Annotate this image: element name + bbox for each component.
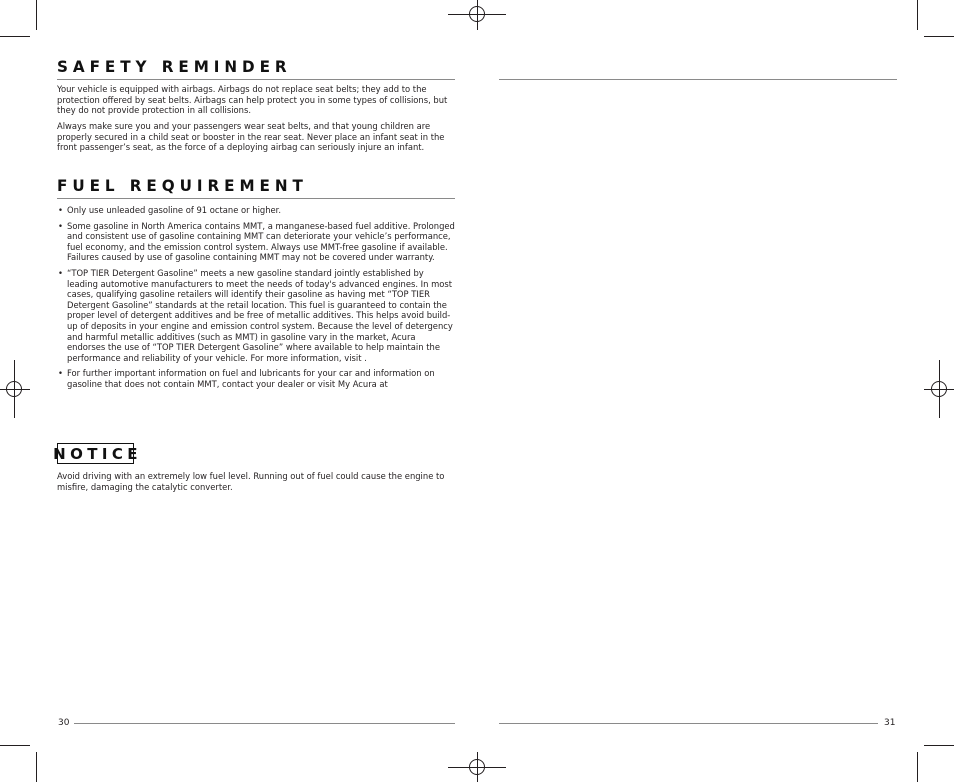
fuel-requirement-heading: FUEL REQUIREMENT (57, 176, 308, 195)
safety-paragraph-2: Always make sure you and your passengers wear seat belts, and that young children are properly secured in a child seat or booster in the rear seat. Never place an infant seat in the front passenger’s seat, as the force of a deploying airbag can seriously injure an infant. (57, 121, 445, 153)
fuel-bullet-further-info: • For further important information on fuel and lubricants for your car and information on gasoline that does not contain MMT, contact your dealer or visit My Acura at (57, 368, 455, 389)
safety-reminder-heading: SAFETY REMINDER (57, 57, 292, 76)
registration-mark-left-circle (6, 381, 22, 397)
fuel-bullet-top-tier: • “TOP TIER Detergent Gasoline” meets a new gasoline standard jointly established by leading automotive manufacturers to meet the needs of today's advanced engines. In most cases, qualifying gasoline retailers will identify their gasoline as having met “TOP TIER Detergent Gasoline” standards at the retail location. This fuel is guaranteed to contain the proper level of detergent additives and be free of metallic additives. This helps avoid build-up of deposits in your engine and emission control system. Because the level of detergency and harmful metallic additives (such as MMT) in gasoline vary in the market, Acura endorses the use of “TOP TIER Detergent Gasoline” where available to help maintain the performance and reliability of your vehicle. For more information, visit . (57, 268, 455, 363)
footer-rule-left (74, 723, 455, 724)
crop-mark-top-right-h (924, 36, 954, 37)
fuel-bullet-mmt: • Some gasoline in North America contains MMT, a manganese-based fuel additive. Prolonged and consistent use of gasoline containing MMT can deteriorate your vehicle’s performance, fuel economy, and the emission control system. Always use MMT-free gasoline if available. Failures caused by use of gasoline containing MMT may not be covered under warranty. (57, 221, 455, 263)
safety-paragraph-1: Your vehicle is equipped with airbags. Airbags do not replace seat belts; they add to the protection offered by seat belts. Airbags can help protect you in some types of collisions, but they do not provide protection in all collisions. (57, 84, 448, 116)
registration-mark-top-circle (469, 6, 485, 22)
fuel-requirement-list (57, 205, 455, 395)
notice-label: NOTICE (53, 444, 142, 463)
crop-mark-top-left-v (36, 0, 37, 30)
crop-mark-bottom-left-h (0, 745, 30, 746)
right-page-top-rule (499, 79, 897, 80)
safety-heading-rule (57, 79, 455, 80)
notice-text: Avoid driving with an extremely low fuel level. Running out of fuel could cause the engine to misfire, damaging the catalytic converter. (57, 471, 445, 492)
crop-mark-bottom-right-v (917, 752, 918, 782)
registration-mark-right-circle (931, 381, 947, 397)
crop-mark-top-right-v (917, 0, 918, 30)
crop-mark-bottom-left-v (36, 752, 37, 782)
notice-label-box (53, 443, 142, 464)
crop-mark-top-left-h (0, 36, 30, 37)
registration-mark-bottom-circle (469, 759, 485, 775)
page-number-left: 30 (58, 718, 70, 728)
crop-mark-bottom-right-h (924, 745, 954, 746)
fuel-heading-rule (57, 198, 455, 199)
page-number-right: 31 (884, 718, 896, 728)
fuel-bullet-octane: • Only use unleaded gasoline of 91 octane or higher. (57, 205, 455, 216)
footer-rule-right (499, 723, 878, 724)
